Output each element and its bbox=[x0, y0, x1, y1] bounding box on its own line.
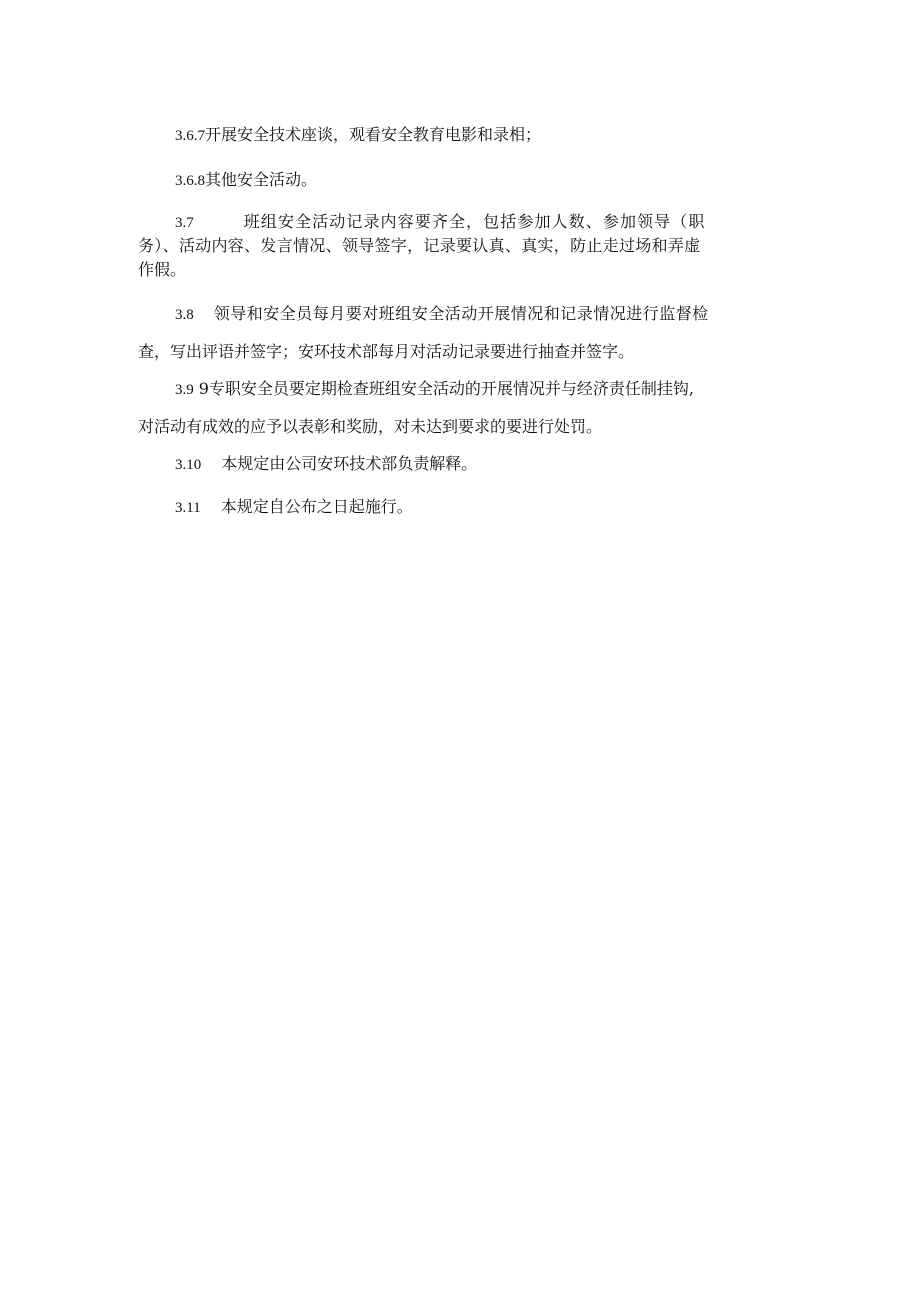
clause-text: 其他安全活动。 bbox=[205, 170, 318, 189]
clause-3-6-8 bbox=[138, 167, 783, 193]
clause-text-line-2: 对活动有成效的应予以表彰和奖励，对未达到要求的要进行处罚。 bbox=[138, 417, 603, 436]
clause-text: 本规定由公司安环技术部负责解释。 bbox=[221, 454, 478, 473]
clause-text-line-2: 查，写出评语并签字；安环技术部每月对活动记录要进行抽查并签字。 bbox=[138, 342, 635, 361]
clause-number: 3.7 bbox=[175, 215, 194, 231]
clause-3-7 bbox=[138, 210, 783, 282]
clause-number: 3.6.7 bbox=[175, 128, 205, 144]
clause-3-10 bbox=[138, 451, 783, 477]
clause-text-line-1: 9专职安全员要定期检查班组安全活动的开展情况并与经济责任制挂钩, bbox=[198, 379, 695, 398]
clause-number: 3.6.8 bbox=[175, 173, 205, 189]
clause-text-line-1: 领导和安全员每月要对班组安全活动开展情况和记录情况进行监督检 bbox=[213, 304, 709, 323]
clause-text-line-1: 班组安全活动记录内容要齐全，包括参加人数、参加领导（职 bbox=[243, 212, 706, 231]
clause-number: 3.10 bbox=[175, 457, 202, 473]
clause-number: 3.8 bbox=[175, 307, 194, 323]
clause-number: 3.9 bbox=[175, 382, 194, 398]
clause-3-6-7 bbox=[138, 122, 783, 148]
clause-3-11 bbox=[138, 494, 783, 520]
clause-number: 3.11 bbox=[175, 500, 201, 516]
clause-text: 本规定自公布之日起施行。 bbox=[220, 497, 413, 516]
clause-text: 开展安全技术座谈，观看安全教育电影和录相； bbox=[205, 125, 542, 144]
clause-text-line-3: 作假。 bbox=[138, 260, 187, 279]
clause-3-8 bbox=[138, 295, 783, 371]
clause-3-9 bbox=[138, 370, 783, 446]
clause-text-line-2: 务）、活动内容、发言情况、领导签字，记录要认真、真实，防止走过场和弄虚 bbox=[138, 236, 701, 255]
